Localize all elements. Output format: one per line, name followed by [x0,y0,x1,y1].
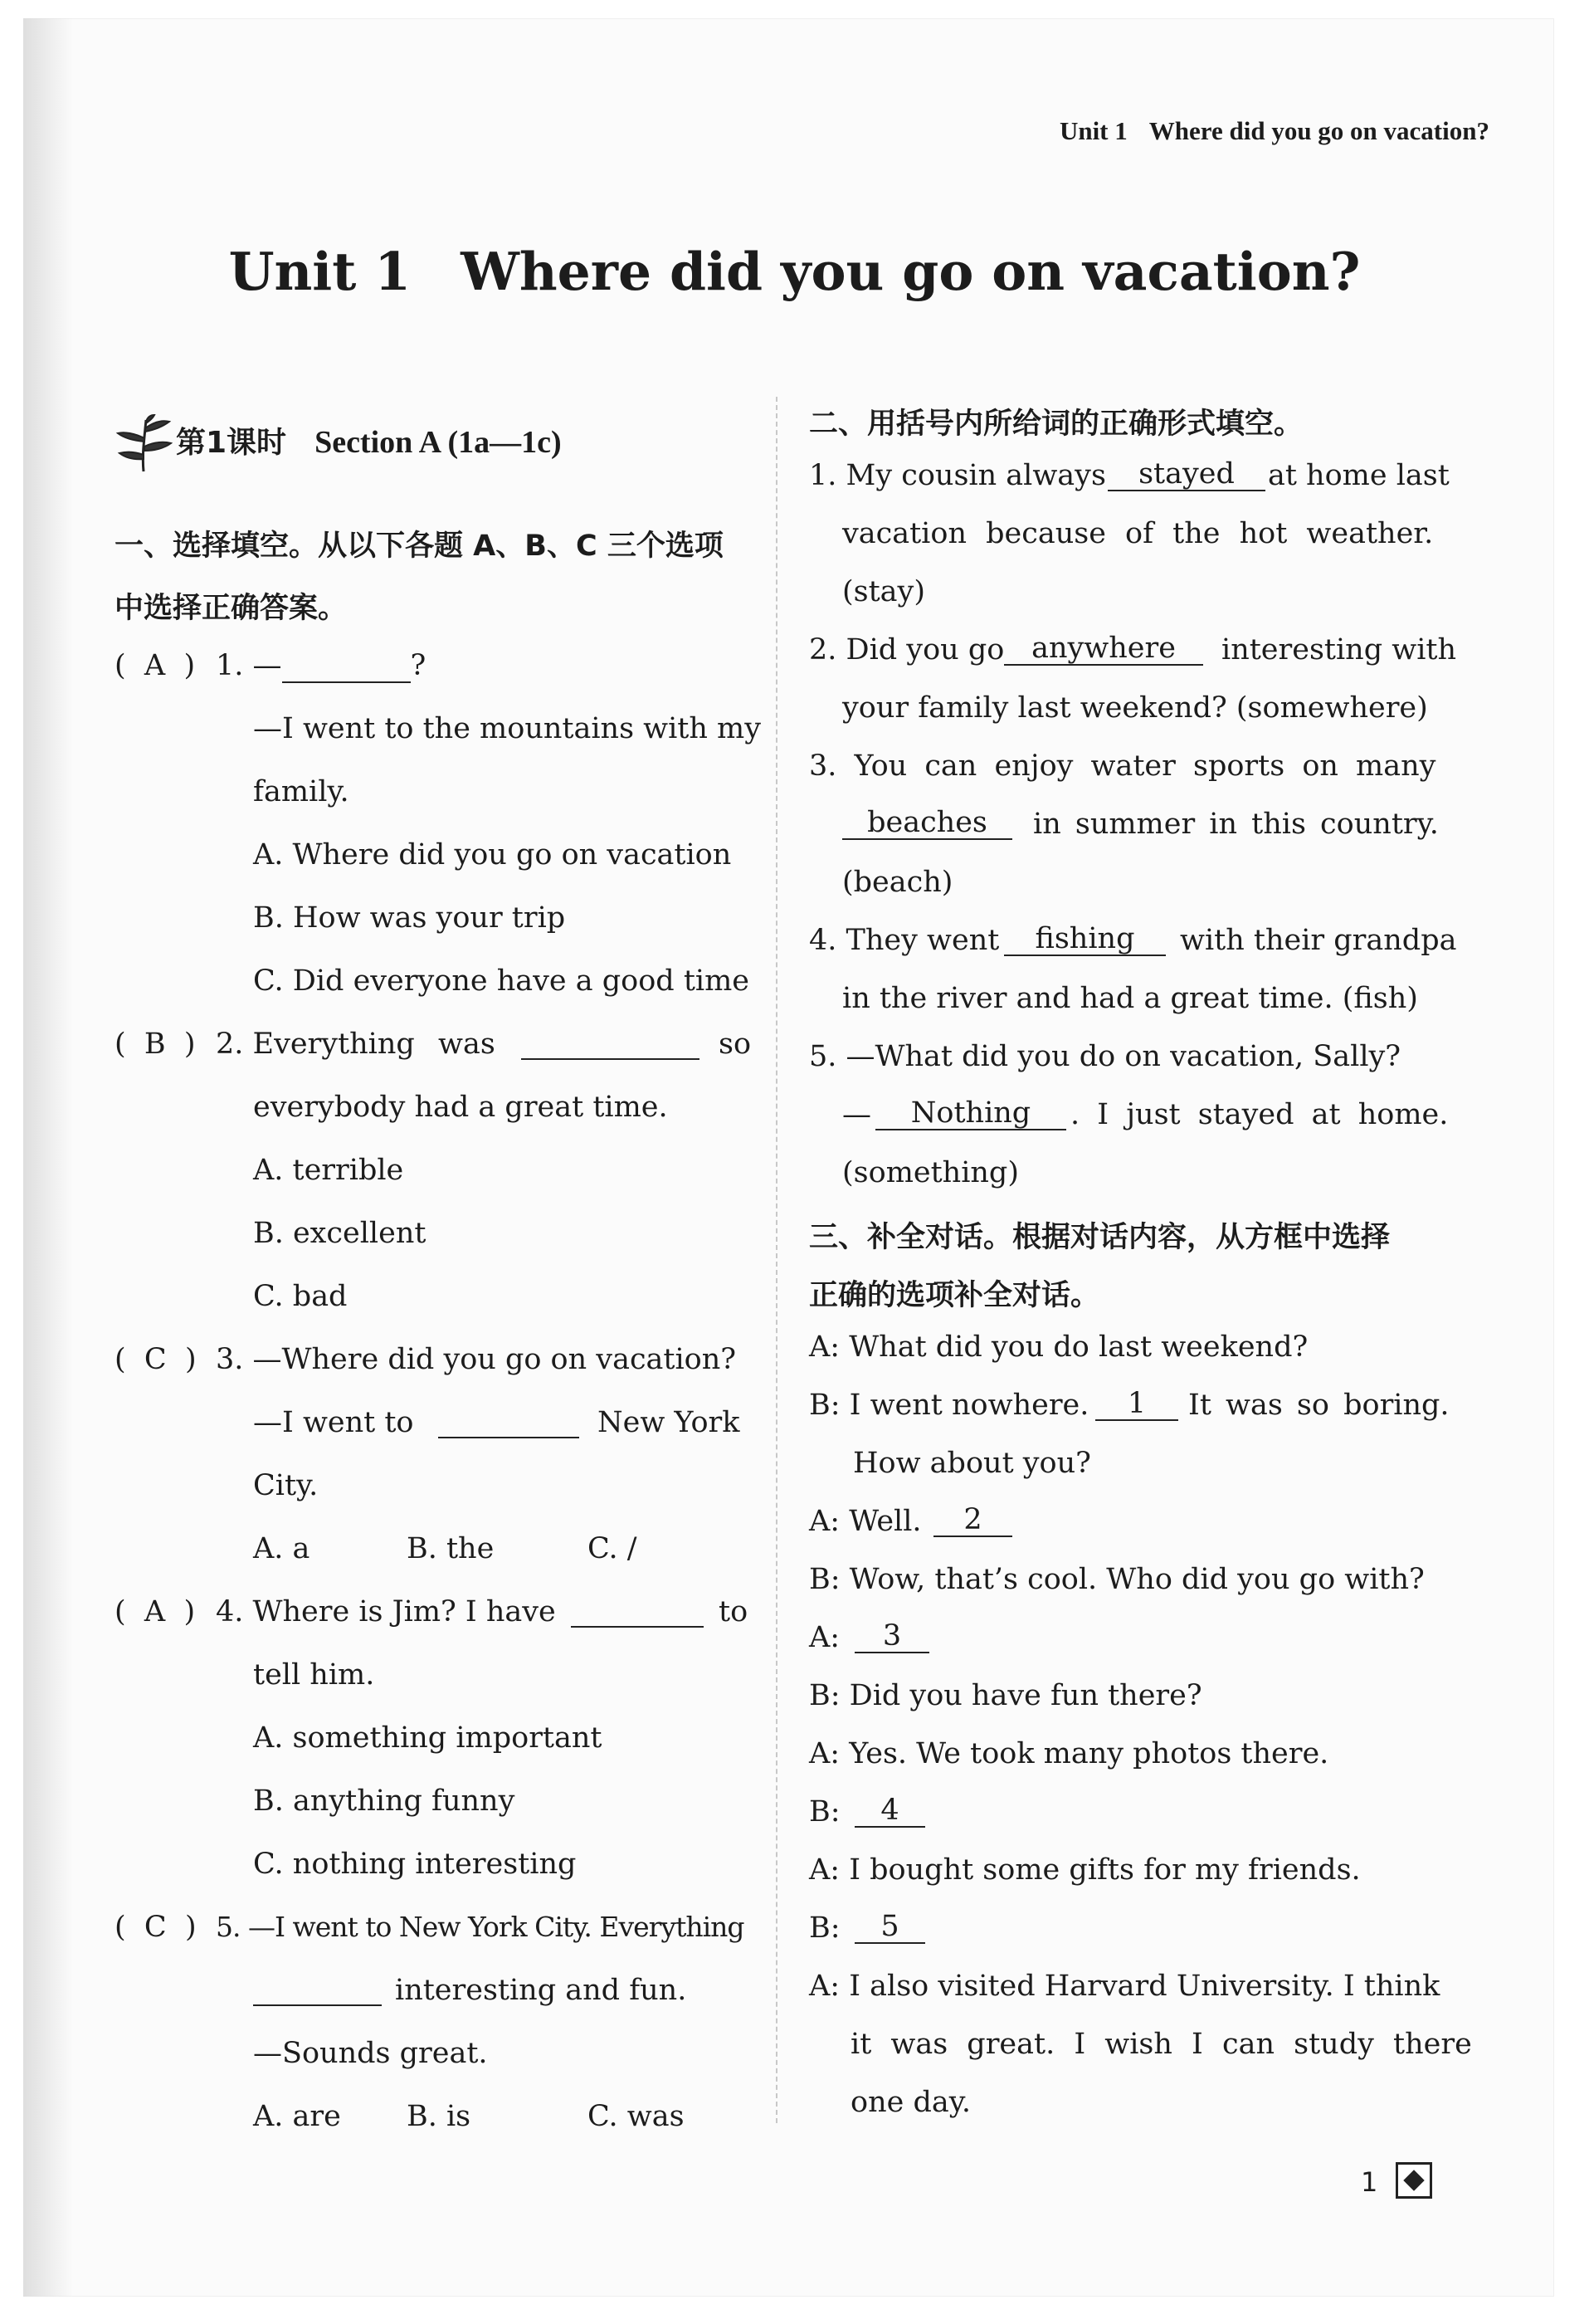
fill-5-answer[interactable]: Nothing [875,1098,1066,1130]
dialogue-blank-2[interactable]: 2 [933,1505,1012,1537]
question-5-option-b: B. is [407,2100,471,2133]
running-header-unit: Unit 1 [1059,116,1128,145]
question-4-option-c: C. nothing interesting [253,1848,577,1881]
dialogue-line-2-pre: B: I went nowhere. [809,1389,1089,1422]
fill-1-hint: (stay) [842,575,925,608]
dialogue-blank-5[interactable]: 5 [855,1911,925,1944]
title-question: Where did you go on vacation? [461,241,1361,302]
question-4-answer-bracket: ( A ) [115,1595,196,1628]
fill-1-post: at home last [1268,459,1450,492]
question-2-tail: so [719,1028,752,1061]
question-3-answer-bracket: ( C ) [115,1343,197,1376]
question-5-answer: C [144,1911,167,1944]
question-4-option-b: B. anything funny [253,1784,515,1818]
fill-5-stem: 5. —What did you do on vacation, Sally? [809,1040,1401,1073]
question-4-blank[interactable] [571,1595,704,1628]
dialogue-line-4-pre: A: Well. [809,1505,922,1538]
question-2-option-b: B. excellent [253,1217,426,1250]
question-2-answer: B [144,1028,166,1061]
fill-5-dash: — [842,1098,871,1131]
dialogue-line-14: one day. [851,2086,971,2119]
lesson-section: Section A (1a—1c) [314,425,562,460]
dialogue-line-3: How about you? [853,1447,1091,1480]
page-corner-badge-icon [1396,2162,1432,2199]
fill-4-pre: 4. They went [809,924,1000,957]
question-5-reply: —Sounds great. [253,2037,488,2070]
dialogue-line-12: A: I also visited Harvard University. I think [809,1970,1440,2003]
question-5-option-a: A. are [253,2100,341,2133]
question-2-word: was [438,1028,495,1061]
fill-4-post: with their grandpa [1180,924,1457,957]
fill-1-answer[interactable]: stayed [1108,459,1265,491]
page-number: 1 [1361,2166,1378,2198]
question-5-stem-cont: interesting and fun. [395,1974,687,2007]
dialogue-line-1: A: What did you do last weekend? [809,1330,1309,1364]
question-2-answer-bracket: ( B ) [115,1028,196,1061]
fill-2-cont: your family last weekend? (somewhere) [842,691,1428,725]
fill-4-cont: in the river and had a great time. (fish) [842,982,1418,1015]
fill-4-answer[interactable]: fishing [1004,924,1166,956]
question-1-blank[interactable] [282,651,411,683]
question-2-option-c: C. bad [253,1280,348,1313]
question-3-option-a: A. a [253,1532,310,1565]
dialogue-line-8: A: Yes. We took many photos there. [809,1737,1329,1770]
question-4-stem-cont: tell him. [253,1658,375,1692]
part3-heading-line2: 正确的选项补全对话。 [809,1279,1100,1312]
fill-5-hint: (something) [842,1156,1019,1189]
lesson-label: 第1课时 [176,426,287,460]
question-3-reply-cont: City. [253,1469,319,1502]
page-title [0,241,1589,302]
question-1-answer-bracket: ( A ) [115,649,196,682]
question-4-answer: A [144,1595,166,1628]
question-3-option-c: C. / [587,1532,637,1565]
question-5-stem: 5. —I went to New York City. Everything [216,1911,744,1943]
fill-3-hint: (beach) [842,866,953,899]
dialogue-line-5: B: Wow, that’s cool. Who did you go with? [809,1563,1425,1596]
dialogue-line-6-pre: A: [809,1621,841,1654]
part1-heading-line2: 中选择正确答案。 [115,592,348,625]
fern-sprig-icon [115,413,173,473]
question-1-option-a: A. Where did you go on vacation [253,838,732,872]
question-5-answer-bracket: ( C ) [115,1911,197,1944]
question-4-stem: 4. Where is Jim? I have [216,1595,556,1628]
running-header-question: Where did you go on vacation? [1148,116,1489,145]
lesson-header [176,419,562,461]
part2-heading: 二、用括号内所给词的正确形式填空。 [809,408,1304,441]
question-5-blank[interactable] [253,1974,382,2006]
fill-3-post: in summer in this country. [1033,808,1439,841]
fill-3-stem: 3. You can enjoy water sports on many [809,749,1436,783]
question-1-option-b: B. How was your trip [253,901,566,935]
question-3-reply-post: New York [597,1406,740,1439]
part1-heading-line1: 一、选择填空。从以下各题 A、B、C 三个选项 [115,530,724,563]
question-2-stem-cont: everybody had a great time. [253,1091,668,1124]
question-5-option-c: C. was [587,2100,685,2133]
question-2-blank[interactable] [521,1028,699,1060]
fill-2-pre: 2. Did you go [809,633,1005,666]
question-1-stem [216,649,426,683]
question-3-stem: 3. —Where did you go on vacation? [216,1343,737,1376]
dialogue-line-2-post: It was so boring. [1188,1389,1450,1422]
question-1-number: 1. — [216,649,282,682]
part3-heading-line1: 三、补全对话。根据对话内容，从方框中选择 [809,1221,1391,1254]
question-4-tail: to [719,1595,748,1628]
dialogue-blank-4[interactable]: 4 [855,1795,925,1828]
dialogue-line-10: A: I bought some gifts for my friends. [809,1853,1361,1887]
question-3-option-b: B. the [407,1532,495,1565]
question-1-tail: ? [410,649,426,682]
fill-5-post: . I just stayed at home. [1070,1098,1449,1131]
fill-3-answer[interactable]: beaches [842,808,1012,840]
question-1-reply-cont: family. [253,775,349,808]
question-2-option-a: A. terrible [253,1154,404,1187]
fill-2-post: interesting with [1221,633,1457,666]
dialogue-line-11-pre: B: [809,1911,841,1945]
dialogue-line-13: it was great. I wish I can study there [851,2028,1472,2061]
question-3-reply-pre: —I went to [253,1406,414,1439]
question-3-blank[interactable] [438,1406,579,1438]
title-unit: Unit 1 [228,241,412,302]
fill-1-pre: 1. My cousin always [809,459,1106,492]
question-3-answer: C [144,1343,167,1376]
dialogue-line-7: B: Did you have fun there? [809,1679,1202,1712]
question-1-option-c: C. Did everyone have a good time [253,964,749,998]
question-1-answer: A [144,649,166,682]
dialogue-blank-1[interactable]: 1 [1095,1389,1178,1421]
dialogue-blank-3[interactable]: 3 [855,1621,929,1653]
question-2-stem: 2. Everything [216,1028,415,1061]
fill-1-cont: vacation because of the hot weather. [842,517,1434,550]
dialogue-line-9-pre: B: [809,1795,841,1828]
question-4-option-a: A. something important [253,1721,602,1755]
running-header [1060,116,1489,146]
fill-2-answer[interactable]: anywhere [1004,633,1203,666]
column-divider [776,397,777,2123]
question-1-reply: —I went to the mountains with my [253,712,762,745]
